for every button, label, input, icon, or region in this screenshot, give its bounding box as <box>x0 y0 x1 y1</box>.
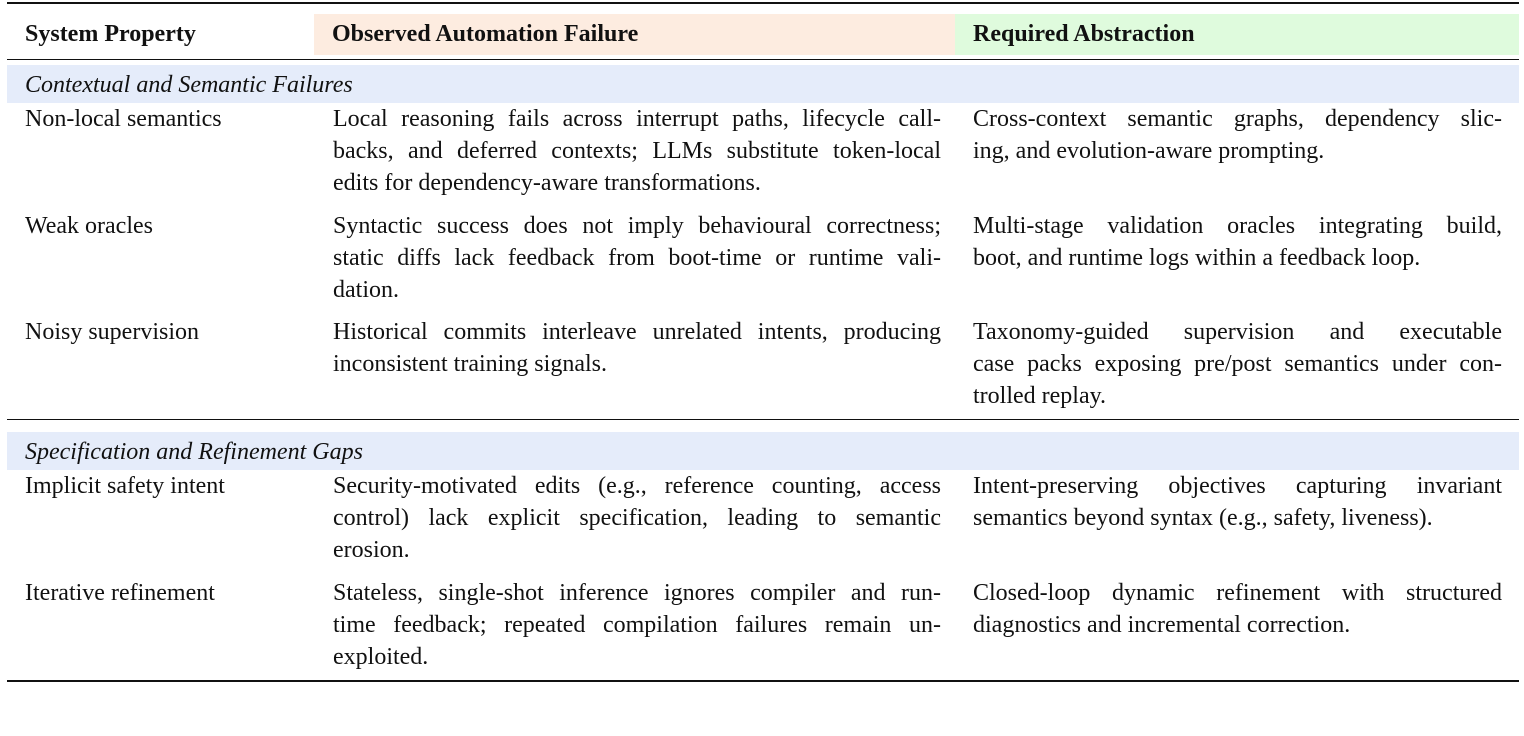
row-failure: Stateless, single-shot inference ignores compiler and run- time feedback; repeated compilation failures remain un- exploited. <box>333 580 941 670</box>
row-failure: Historical commits interleave unrelated intents, producing inconsistent training signals. <box>333 319 941 377</box>
row-abstraction: Cross-context semantic graphs, dependency slic- ing, and evolution-aware prompting. <box>973 106 1502 164</box>
bottom-rule <box>7 680 1519 682</box>
header-system-property: System Property <box>25 21 196 47</box>
row-property: Implicit safety intent <box>25 473 225 499</box>
table-header <box>7 4 1519 59</box>
row-failure: Syntactic success does not imply behavioural correctness; static diffs lack feedback from boot-time or runtime vali- dation. <box>333 213 941 303</box>
header-required-abstraction: Required Abstraction <box>955 14 1519 55</box>
section-title: Specification and Refinement Gaps <box>7 432 1519 470</box>
row-abstraction: Intent-preserving objectives capturing invariant semantics beyond syntax (e.g., safety, liveness). <box>973 473 1502 531</box>
row-property: Weak oracles <box>25 213 153 239</box>
row-abstraction: Multi-stage validation oracles integrating build, boot, and runtime logs within a feedback loop. <box>973 213 1502 271</box>
comparison-table <box>7 2 1519 682</box>
row-property: Non-local semantics <box>25 106 222 132</box>
row-abstraction: Taxonomy-guided supervision and executable case packs exposing pre/post semantics under con- trolled replay. <box>973 319 1502 409</box>
row-property: Noisy supervision <box>25 319 199 345</box>
table-row <box>7 577 1519 680</box>
row-failure: Local reasoning fails across interrupt paths, lifecycle call- backs, and deferred contexts; LLMs substitute token-local edits for dependency-aware transformations. <box>333 106 941 196</box>
table-row <box>7 103 1519 210</box>
row-property: Iterative refinement <box>25 580 215 606</box>
row-failure: Security-motivated edits (e.g., reference counting, access control) lack explicit specification, leading to semantic erosion. <box>333 473 941 563</box>
table-row <box>7 210 1519 316</box>
table-row <box>7 470 1519 577</box>
table-row <box>7 316 1519 419</box>
row-abstraction: Closed-loop dynamic refinement with structured diagnostics and incremental correction. <box>973 580 1502 638</box>
header-observed-failure: Observed Automation Failure <box>314 14 955 55</box>
section-title: Contextual and Semantic Failures <box>7 65 1519 103</box>
